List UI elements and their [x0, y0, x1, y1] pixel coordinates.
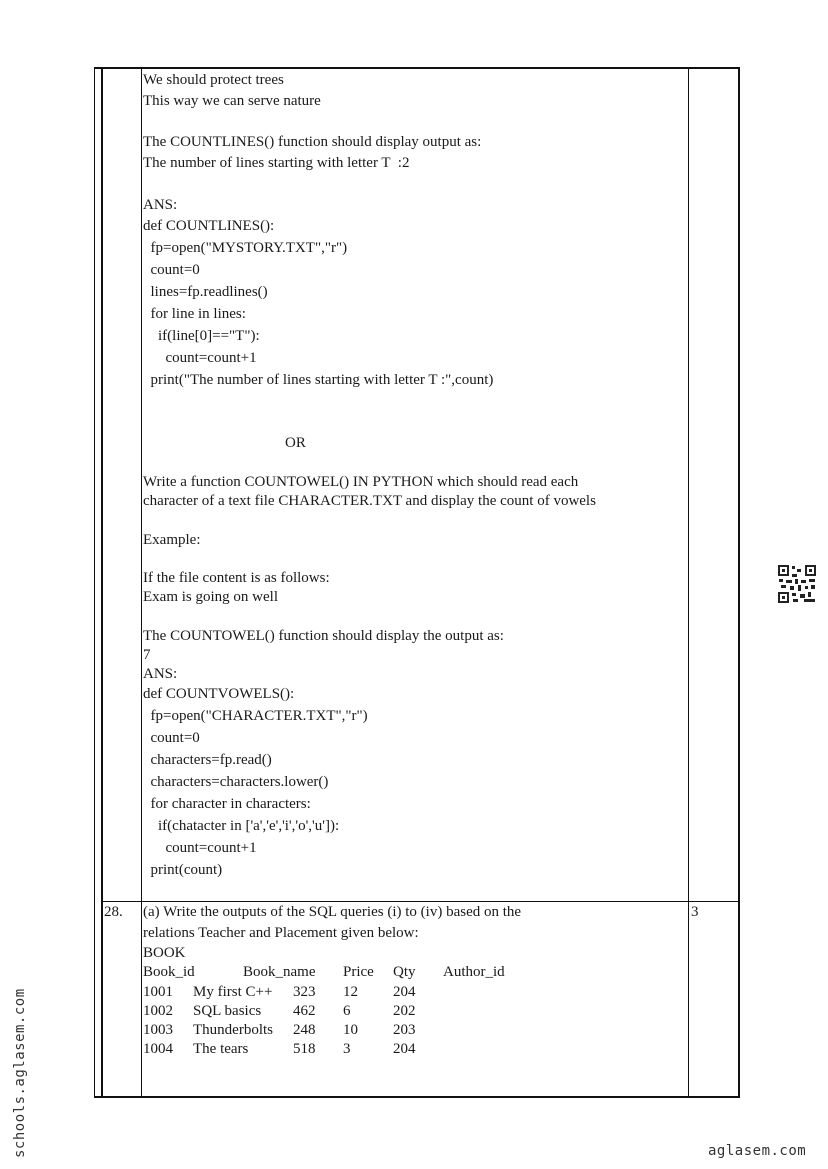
- code-line: count=count+1: [143, 350, 257, 366]
- watermark-right: aglasem.com: [708, 1143, 807, 1159]
- code-line: characters=fp.read(): [143, 752, 272, 768]
- question-marks: 3: [691, 904, 699, 920]
- cell: 3: [343, 1041, 351, 1057]
- or-separator: OR: [285, 435, 306, 451]
- cell: 202: [393, 1003, 416, 1019]
- table-bottom-border: [94, 1096, 740, 1098]
- column-divider-marks: [688, 67, 689, 1098]
- table-left-border: [94, 67, 95, 1098]
- ans-label: ANS:: [143, 197, 178, 213]
- text-line: The COUNTLINES() function should display output as:: [143, 134, 482, 150]
- code-line: for character in characters:: [143, 796, 311, 812]
- question-text: relations Teacher and Placement given below:: [143, 925, 419, 941]
- code-line: fp=open("MYSTORY.TXT","r"): [143, 240, 348, 256]
- code-line: def COUNTVOWELS():: [143, 686, 295, 702]
- table-top-border: [94, 67, 740, 69]
- cell: 203: [393, 1022, 416, 1038]
- code-line: if(chatacter in ['a','e','i','o','u']):: [143, 818, 340, 834]
- cell: 204: [393, 984, 416, 1000]
- text-line: character of a text file CHARACTER.TXT and display the count of vowels: [143, 493, 596, 509]
- code-line: count=0: [143, 262, 200, 278]
- row-divider: [102, 901, 739, 902]
- cell: 1004: [143, 1041, 173, 1057]
- question-number: 28.: [104, 904, 123, 920]
- code-line: for line in lines:: [143, 306, 246, 322]
- cell: 248: [293, 1022, 316, 1038]
- text-line: Write a function COUNTOWEL() IN PYTHON which should read each: [143, 474, 579, 490]
- question-text: (a) Write the outputs of the SQL queries (i) to (iv) based on the: [143, 904, 522, 920]
- column-divider-number: [101, 67, 103, 1098]
- cell: SQL basics: [193, 1003, 262, 1019]
- cell: 1001: [143, 984, 173, 1000]
- header-book-id: Book_id: [143, 964, 195, 980]
- ans-label: ANS:: [143, 666, 178, 682]
- cell: 1003: [143, 1022, 173, 1038]
- header-author-id: Author_id: [443, 964, 505, 980]
- cell: Thunderbolts: [193, 1022, 273, 1038]
- text-line: Example:: [143, 532, 201, 548]
- cell: 204: [393, 1041, 416, 1057]
- cell: 462: [293, 1003, 316, 1019]
- header-book-name: Book_name: [243, 964, 316, 980]
- cell: 323: [293, 984, 316, 1000]
- text-line: Exam is going on well: [143, 589, 278, 605]
- cell: The tears: [193, 1041, 249, 1057]
- text-line: The COUNTOWEL() function should display the output as:: [143, 628, 504, 644]
- code-line: count=0: [143, 730, 200, 746]
- header-price: Price: [343, 964, 374, 980]
- cell: 6: [343, 1003, 351, 1019]
- text-line: This way we can serve nature: [143, 93, 321, 109]
- cell: 10: [343, 1022, 358, 1038]
- text-line: 7: [143, 647, 151, 663]
- text-line: The number of lines starting with letter T :2: [143, 155, 410, 171]
- text-line: We should protect trees: [143, 72, 284, 88]
- code-line: fp=open("CHARACTER.TXT","r"): [143, 708, 368, 724]
- watermark-left: schools.aglasem.com: [12, 988, 28, 1158]
- cell: 12: [343, 984, 358, 1000]
- header-qty: Qty: [393, 964, 416, 980]
- code-line: def COUNTLINES():: [143, 218, 275, 234]
- cell: My first C++: [193, 984, 273, 1000]
- column-divider-question: [141, 67, 142, 1098]
- table-right-border: [738, 67, 740, 1098]
- code-line: print("The number of lines starting with letter T :",count): [143, 372, 494, 388]
- code-line: characters=characters.lower(): [143, 774, 329, 790]
- qr-code-icon: [778, 565, 816, 603]
- text-line: If the file content is as follows:: [143, 570, 330, 586]
- code-line: if(line[0]=="T"):: [143, 328, 260, 344]
- code-line: count=count+1: [143, 840, 257, 856]
- code-line: print(count): [143, 862, 223, 878]
- cell: 518: [293, 1041, 316, 1057]
- table-name: BOOK: [143, 945, 186, 961]
- cell: 1002: [143, 1003, 173, 1019]
- code-line: lines=fp.readlines(): [143, 284, 268, 300]
